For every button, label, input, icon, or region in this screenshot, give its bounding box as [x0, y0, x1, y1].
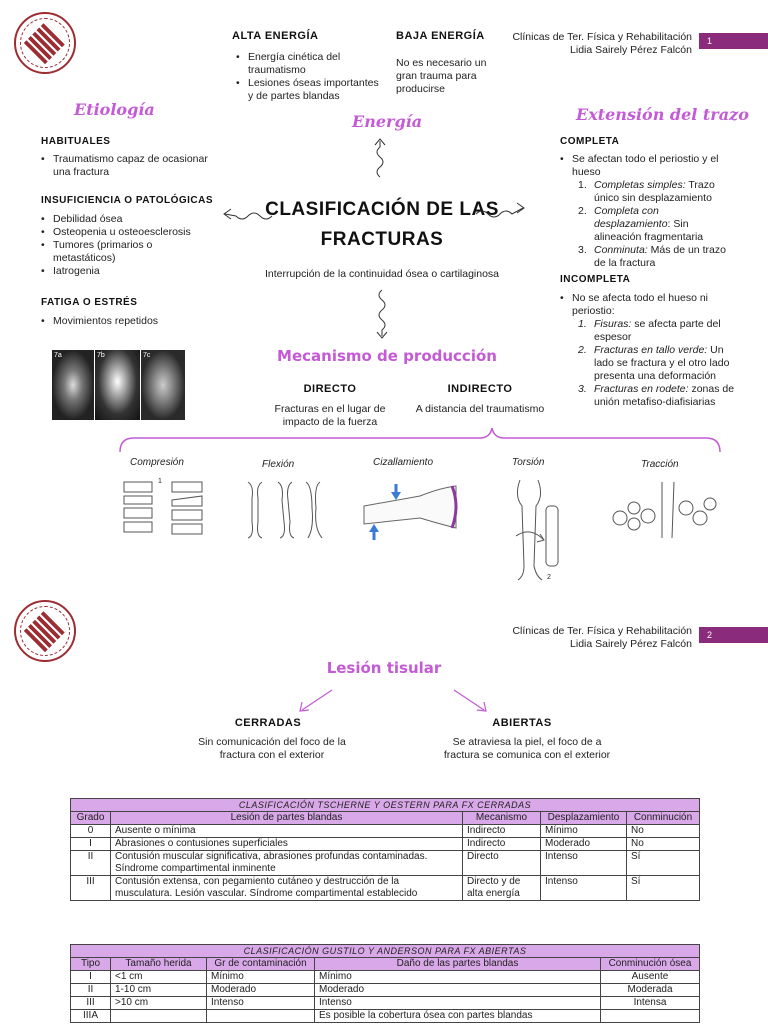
completa-list — [560, 153, 740, 179]
definition-text: Interrupción de la continuidad ósea o cartilaginosa — [264, 268, 500, 280]
list-item: • Iatrogenia — [41, 265, 211, 278]
list-item: • Debilidad ósea — [41, 213, 211, 226]
list-item: 2. Fracturas en tallo verde: Un lado se fractura y el otro lado presenta una deformación — [578, 344, 730, 382]
insuficiencia-title: INSUFICIENCIA O PATOLÓGICAS — [41, 195, 214, 206]
habituales-list — [41, 153, 221, 179]
table-header: Gr de contaminación — [207, 958, 315, 971]
xray-image-b — [95, 350, 140, 420]
main-title-line2: FRACTURAS — [320, 229, 444, 250]
page-header — [512, 31, 692, 57]
list-item: • Osteopenia u osteoesclerosis — [41, 226, 211, 239]
table-row: II 1-10 cm Moderado Moderado Moderada — [71, 984, 700, 997]
list-item: 3. Fracturas en rodete: zonas de unión metafiso-diafisiarias — [578, 383, 735, 408]
xray-label-c: 7c — [143, 352, 151, 359]
list-item: 1. Completas simples: Trazo único sin desplazamiento — [578, 179, 715, 204]
table-caption: CLASIFICACIÓN TSCHERNE Y OESTERN PARA FX CERRADAS — [71, 799, 700, 812]
directo-text: Fracturas en el lugar de impacto de la fuerza — [274, 403, 386, 428]
main-title — [262, 195, 502, 255]
table-header: Desplazamiento — [541, 812, 627, 825]
etiologia-heading: Etiología — [74, 100, 155, 119]
incompleta-subtypes — [574, 318, 740, 409]
arrow-left-down-icon — [296, 688, 336, 714]
table-row: III >10 cm Intenso Intenso Intensa — [71, 997, 700, 1010]
cerradas-title: CERRADAS — [234, 717, 302, 729]
arrow-down-icon — [372, 288, 392, 340]
tscherne-table — [70, 798, 700, 901]
completa-title: COMPLETA — [560, 136, 620, 147]
list-item: • Energía cinética del traumatismo — [236, 51, 386, 77]
baja-energia-title: BAJA ENERGÍA — [396, 30, 485, 42]
list-item: • No se afecta todo el hueso ni periostio: — [560, 292, 740, 318]
incompleta-title: INCOMPLETA — [560, 274, 631, 285]
abiertas-text: Se atraviesa la piel, el foco de a fractura se comunica con el exterior — [443, 736, 611, 761]
figure-mark-1: 1 — [158, 478, 162, 485]
torsion-label: Torsión — [512, 457, 545, 468]
page-number: 1 — [707, 36, 713, 46]
page-header — [512, 625, 692, 651]
torsion-figure — [510, 476, 570, 584]
table-header: Lesión de partes blandas — [111, 812, 463, 825]
list-item: 1. Fisuras: se afecta parte del espesor — [578, 318, 721, 343]
table-header: Tipo — [71, 958, 111, 971]
xray-image-c — [141, 350, 185, 420]
cerradas-text: Sin comunicación del foco de la fractura con el exterior — [198, 736, 346, 761]
energia-heading: Energía — [352, 112, 423, 131]
habituales-title: HABITUALES — [41, 136, 111, 147]
arrow-right-down-icon — [450, 688, 490, 714]
mecanismo-heading: Mecanismo de producción — [277, 347, 497, 365]
table-row: 0 Ausente o mínima Indirecto Mínimo No — [71, 825, 700, 838]
xray-label-a: 7a — [54, 352, 62, 359]
table-header: Grado — [71, 812, 111, 825]
table-caption: CLASIFICACIÓN GUSTILO Y ANDERSON PARA FX ABIERTAS — [71, 945, 700, 958]
list-item: 2. Completa con desplazamiento: Sin alineación fragmentaria — [578, 205, 704, 243]
flexion-figure — [242, 478, 332, 542]
gustilo-table — [70, 944, 700, 1023]
arrow-up-icon — [370, 137, 390, 179]
table-header: Daño de las partes blandas — [315, 958, 601, 971]
figure-mark-2: 2 — [547, 574, 551, 581]
xray-image-a — [52, 350, 94, 420]
page-number-bar — [699, 627, 768, 643]
table-header: Conminución ósea — [601, 958, 700, 971]
completa-subtypes — [574, 179, 734, 270]
table-row: I Abrasiones o contusiones superficiales Indirecto Moderado No — [71, 838, 700, 851]
table-row: II Contusión muscular significativa, abrasiones profundas contaminadas. Síndrome compartimental inminente Directo Intenso Sí — [71, 851, 700, 876]
insuficiencia-list — [41, 213, 211, 278]
list-item: • Traumatismo capaz de ocasionar una fractura — [41, 153, 221, 179]
incompleta-list — [560, 292, 740, 318]
indirecto-title: INDIRECTO — [447, 383, 513, 395]
course-name: Clínicas de Ter. Física y Rehabilitación — [512, 625, 692, 637]
traccion-label: Tracción — [641, 459, 679, 470]
curly-brace — [118, 426, 722, 454]
table-header: Tamaño herida — [111, 958, 207, 971]
arrow-left-icon — [222, 206, 274, 228]
lesion-tisular-heading: Lesión tisular — [326, 659, 442, 677]
list-item: • Lesiones óseas importantes y de partes blandas — [236, 77, 386, 103]
page-number: 2 — [707, 630, 713, 640]
fatiga-title: FATIGA O ESTRÉS — [41, 297, 138, 308]
table-row: III Contusión extensa, con pegamiento cutáneo y destrucción de la musculatura. Lesión vascular. Síndrome compartimental establecido Directo y de alta energía Intenso Sí — [71, 876, 700, 901]
compresion-label: Compresión — [130, 457, 184, 468]
xray-label-b: 7b — [97, 352, 105, 359]
extension-heading: Extensión del trazo — [576, 105, 749, 124]
traccion-figure — [610, 478, 720, 542]
cizallamiento-label: Cizallamiento — [373, 457, 434, 468]
main-title-line1: CLASIFICACIÓN DE LAS — [265, 199, 499, 220]
author-name: Lidia Sairely Pérez Falcón — [570, 638, 692, 650]
page-number-bar — [699, 33, 768, 49]
alta-energia-list — [236, 51, 386, 103]
indirecto-text: A distancia del traumatismo — [415, 403, 545, 415]
flexion-label: Flexión — [262, 459, 295, 470]
directo-title: DIRECTO — [303, 383, 357, 395]
arrow-right-icon — [474, 200, 526, 222]
table-header: Mecanismo — [463, 812, 541, 825]
alta-energia-title: ALTA ENERGÍA — [232, 30, 319, 42]
list-item: • Tumores (primarios o metastáticos) — [41, 239, 211, 265]
abiertas-title: ABIERTAS — [492, 717, 552, 729]
list-item: • Se afectan todo el periostio y el hueso — [560, 153, 740, 179]
table-row: IIIA Es posible la cobertura ósea con partes blandas — [71, 1010, 700, 1023]
fatiga-list — [41, 315, 211, 328]
compresion-figure — [120, 478, 210, 540]
list-item: 3. Conminuta: Más de un trazo de la fractura — [578, 244, 726, 269]
author-name: Lidia Sairely Pérez Falcón — [570, 44, 692, 56]
list-item: • Movimientos repetidos — [41, 315, 211, 328]
table-row: I <1 cm Mínimo Mínimo Ausente — [71, 971, 700, 984]
course-name: Clínicas de Ter. Física y Rehabilitación — [512, 31, 692, 43]
cizallamiento-figure — [360, 478, 470, 544]
baja-energia-text: No es necesario un gran trauma para producirse — [396, 57, 487, 95]
university-logo — [14, 12, 76, 74]
table-header: Conminución — [627, 812, 700, 825]
university-logo — [14, 600, 76, 662]
